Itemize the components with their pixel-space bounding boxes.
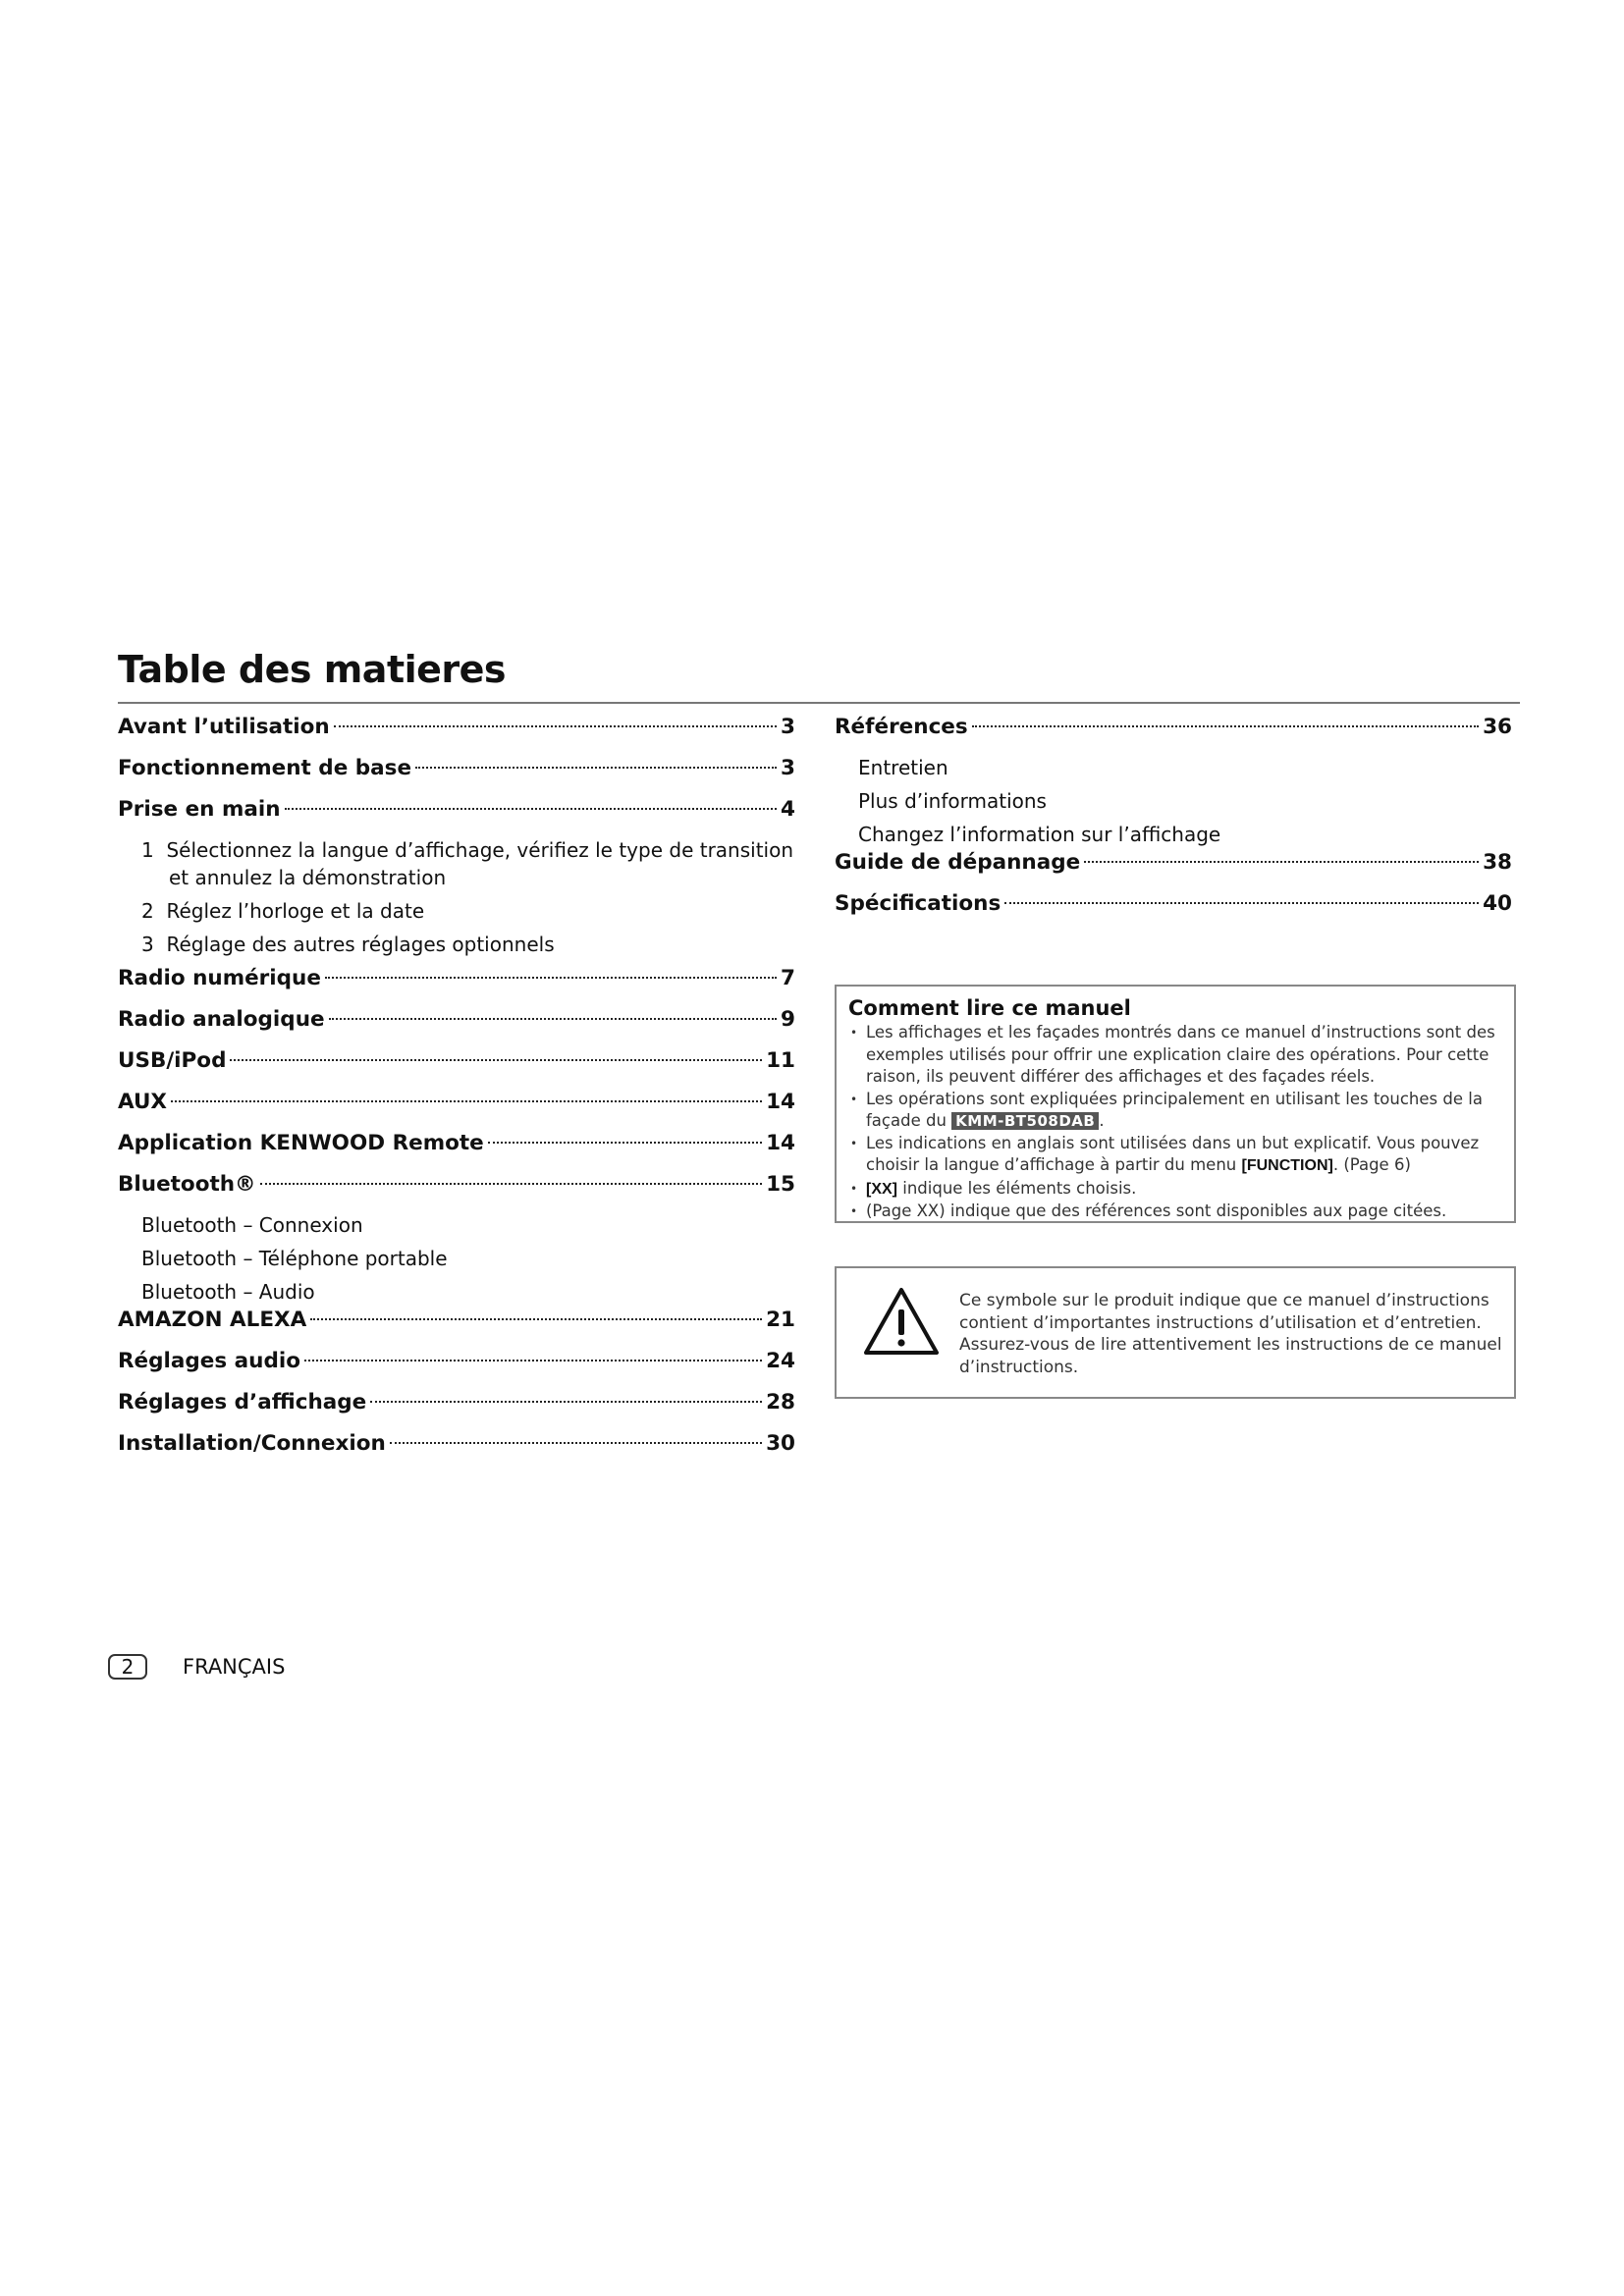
warning-text: Ce symbole sur le produit indique que ce manuel d’instructions contient d’importantes instructions d’utilisation et d’entretien. Assurez-vous de lire attentivement les instructions de ce manuel d’instructions. [959, 1291, 1502, 1377]
toc-subentry: 1 Sélectionnez la langue d’affichage, vérifiez le type de transition et annulez la démonstration [141, 838, 794, 889]
toc-subentry: 2 Réglez l’horloge et la date [141, 899, 425, 923]
page-title: Table des matieres [118, 648, 507, 691]
toc-entry[interactable]: Guide de dépannage 38 [835, 850, 1512, 875]
how-to-read-box [835, 985, 1516, 1223]
toc-entry[interactable]: Radio analogique 9 [118, 1007, 795, 1032]
toc-entry[interactable]: Prise en main 4 [118, 797, 795, 822]
page-number: 2 [108, 1654, 147, 1680]
toc-entry[interactable]: Application KENWOOD Remote 14 [118, 1131, 795, 1155]
title-rule [118, 702, 1520, 704]
toc-entry[interactable]: Radio numérique 7 [118, 966, 795, 990]
toc-entry[interactable]: Spécifications 40 [835, 891, 1512, 916]
toc-left-column [118, 713, 795, 1470]
list-item: • Les opérations sont expliquées principalement en utilisant les touches de la façade du KMM-BT508DAB . [848, 1089, 1502, 1133]
list-item: • (Page XX) indique que des références sont disponibles aux page citées. [848, 1201, 1502, 1223]
toc-subentry: Entretien [858, 756, 948, 779]
warning-box [835, 1266, 1516, 1399]
toc-subentry: Bluetooth – Téléphone portable [141, 1247, 448, 1270]
toc-entry[interactable]: Installation/Connexion 30 [118, 1431, 795, 1456]
toc-entry[interactable]: USB/iPod 11 [118, 1048, 795, 1073]
toc-entry[interactable]: Références 36 [835, 715, 1512, 739]
how-to-read-list [848, 1022, 1502, 1223]
toc-subentry: Bluetooth – Connexion [141, 1213, 363, 1237]
toc-entry[interactable]: AMAZON ALEXA 21 [118, 1308, 795, 1332]
xx-key-label: [XX] [866, 1180, 897, 1198]
toc-subentry: Bluetooth – Audio [141, 1280, 315, 1304]
toc-right-column [835, 713, 1512, 931]
model-badge: KMM-BT508DAB [951, 1112, 1099, 1130]
toc-entry[interactable]: Bluetooth® 15 [118, 1172, 795, 1197]
toc-entry[interactable]: Fonctionnement de base 3 [118, 756, 795, 780]
list-item: • Les affichages et les façades montrés dans ce manuel d’instructions sont des exemples utilisés pour offrir une explication claire des opérations. Pour cette raison, ils peuvent différer des affichages et des façades réels. [848, 1022, 1502, 1089]
list-item: • Les indications en anglais sont utilisées dans un but explicatif. Vous pouvez choisir la langue d’affichage à partir du menu [FUNCTION]. (Page 6) [848, 1133, 1502, 1178]
list-item: • [XX] indique les éléments choisis. [848, 1178, 1502, 1201]
toc-entry[interactable]: Avant l’utilisation 3 [118, 715, 795, 739]
toc-entry[interactable]: AUX 14 [118, 1090, 795, 1114]
toc-entry[interactable]: Réglages audio 24 [118, 1349, 795, 1373]
toc-subentry: Changez l’information sur l’affichage [858, 823, 1221, 846]
page-footer [108, 1654, 285, 1680]
how-to-read-title: Comment lire ce manuel [848, 996, 1131, 1020]
warning-triangle-icon [862, 1286, 941, 1357]
toc-entry[interactable]: Réglages d’affichage 28 [118, 1390, 795, 1415]
language-label: FRANÇAIS [183, 1655, 286, 1679]
toc-subentry: 3 Réglage des autres réglages optionnels [141, 933, 555, 956]
function-key-label: [FUNCTION] [1241, 1157, 1333, 1174]
toc-subentry: Plus d’informations [858, 789, 1047, 813]
